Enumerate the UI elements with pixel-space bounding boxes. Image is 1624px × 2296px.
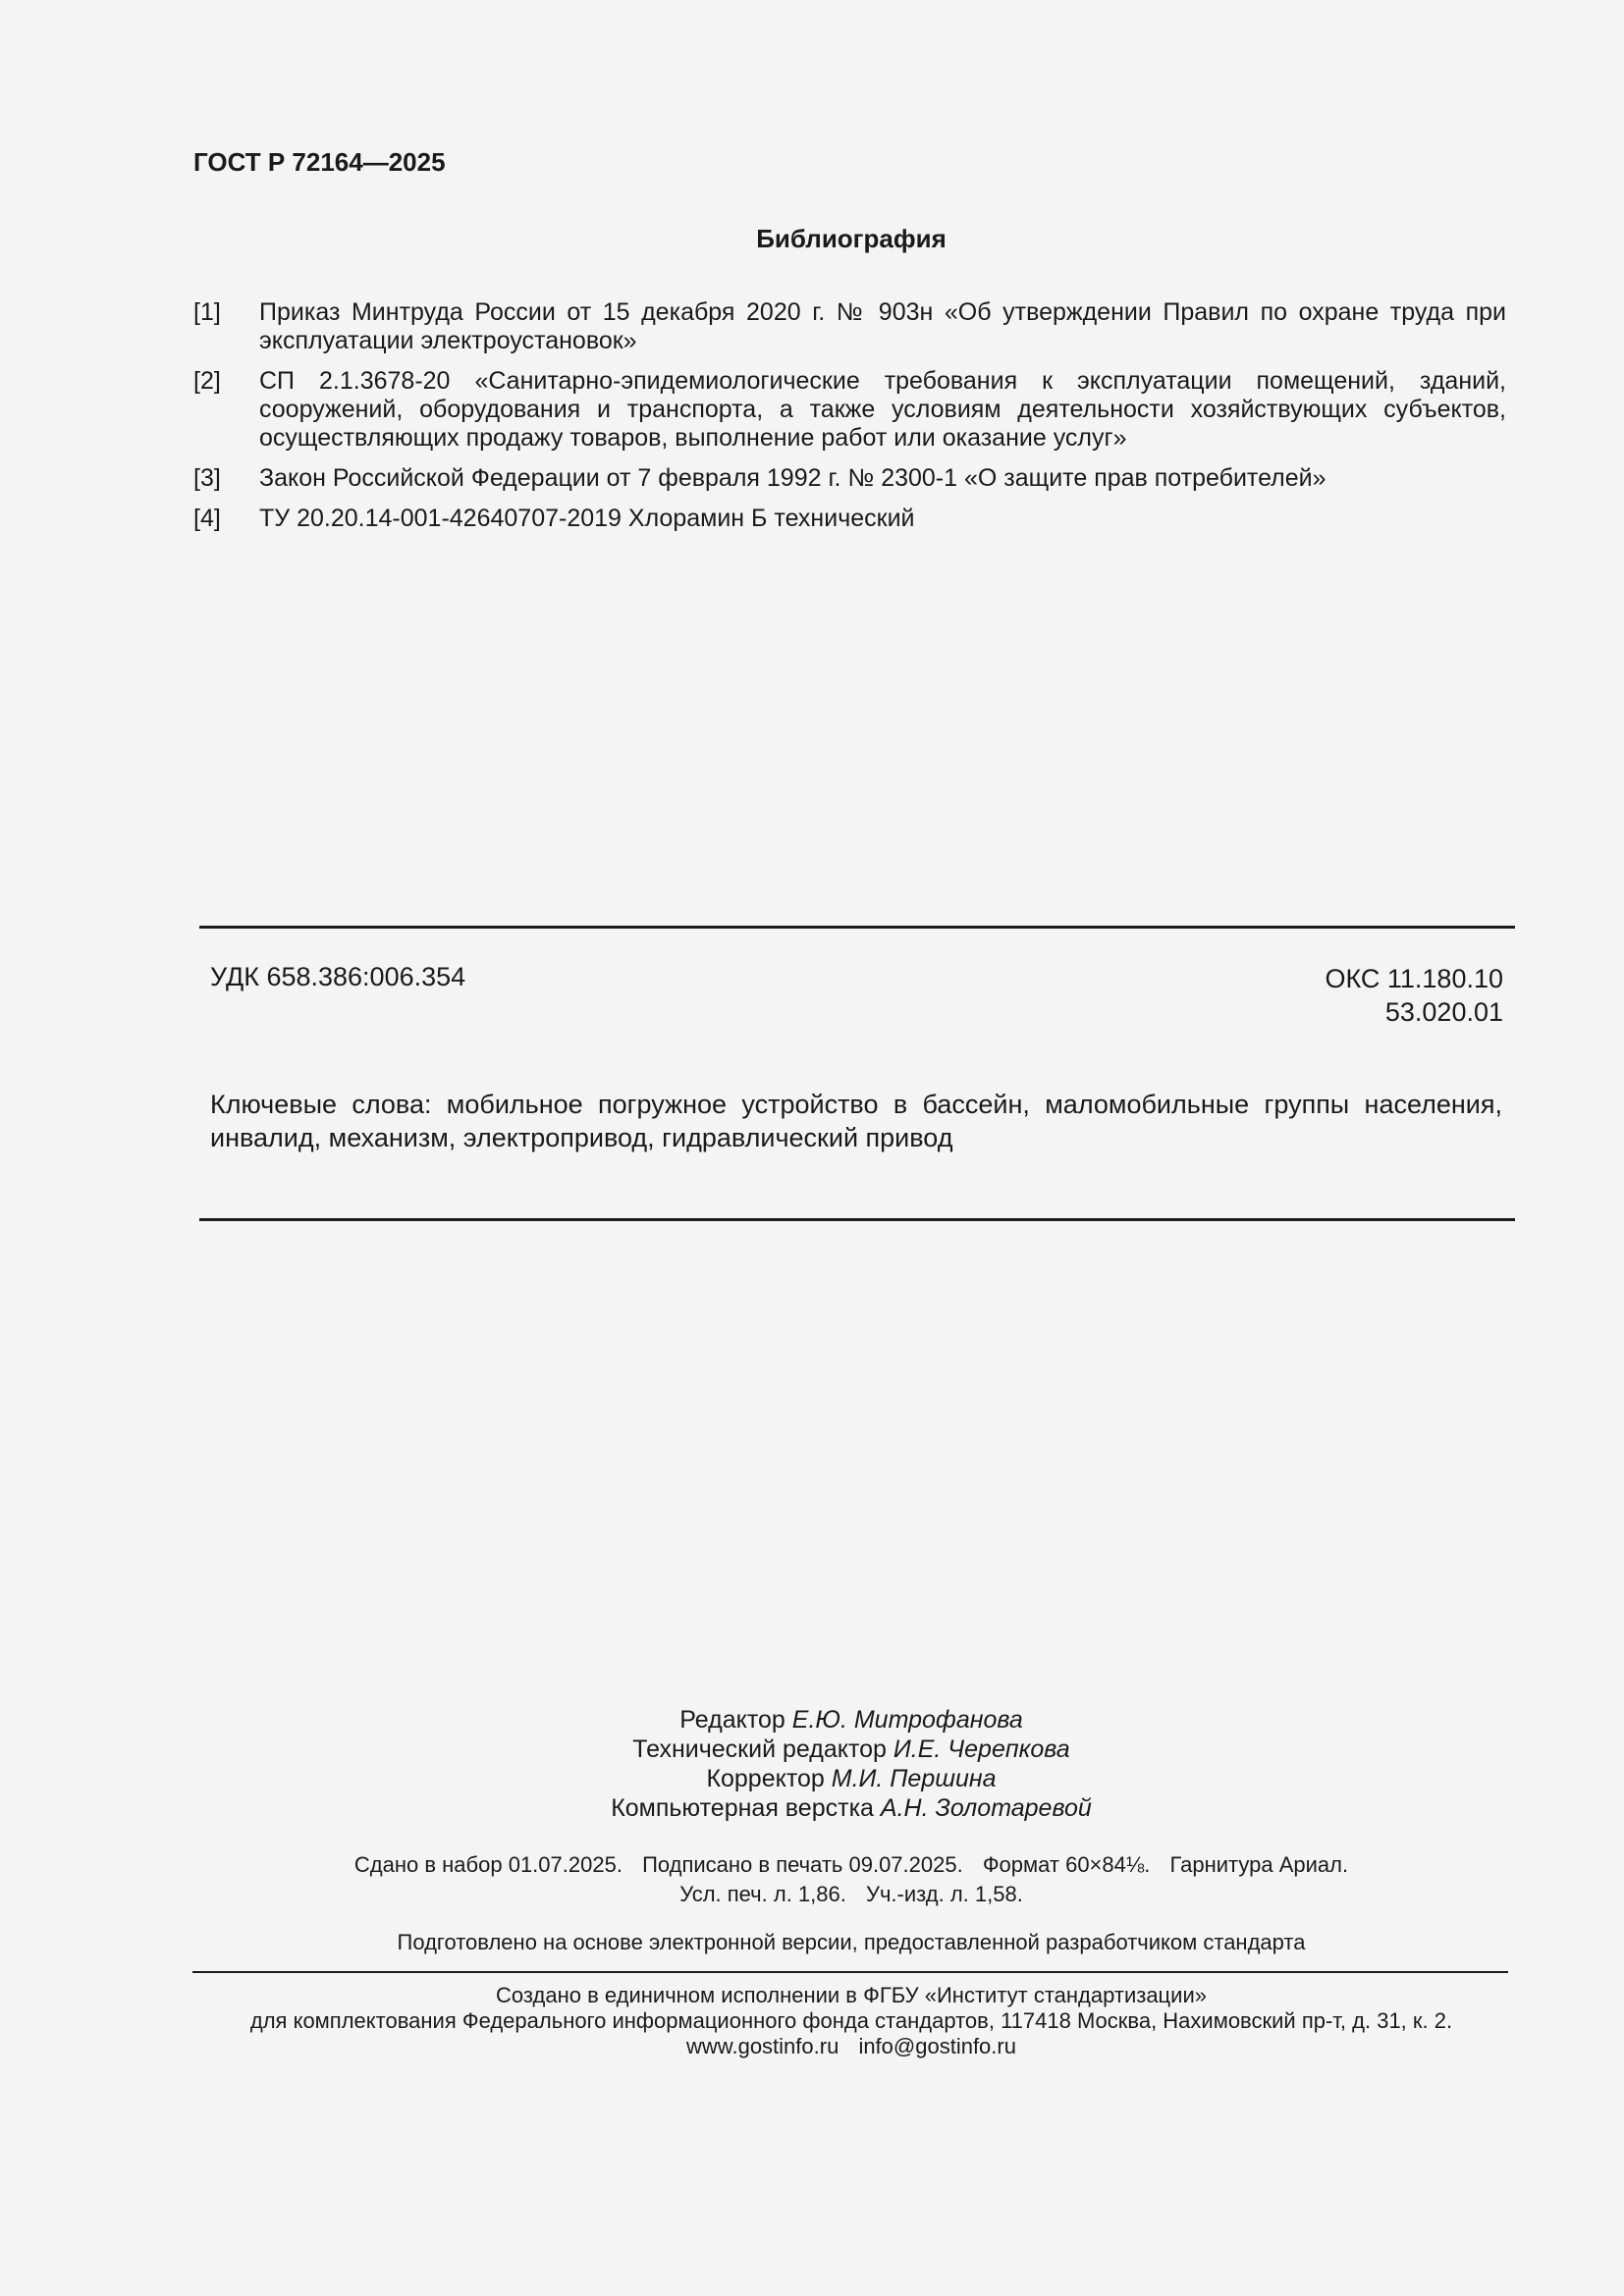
oks-codes xyxy=(1325,962,1503,1029)
bibliography-item-text: ТУ 20.20.14-001-42640707-2019 Хлорамин Б технический xyxy=(259,505,915,532)
bibliography-item-number: [4] xyxy=(193,505,221,532)
printing-line-1: Создано в единичном исполнении в ФГБУ «Институт стандартизации» xyxy=(496,1983,1207,2007)
credit-person: А.Н. Золотаревой xyxy=(880,1794,1092,1822)
credit-layout xyxy=(0,1793,1624,1823)
printing-line-2: для комплектования Федерального информационного фонда стандартов, 117418 Москва, Нахимовский пр-т, д. 31, к. 2. xyxy=(249,2008,1453,2033)
bibliography-item-text: Закон Российской Федерации от 7 февраля 1992 г. № 2300-1 «О защите прав потребителей» xyxy=(259,464,1326,492)
bibliography-list xyxy=(193,298,1506,545)
credit-tech-editor xyxy=(0,1735,1624,1764)
credit-person: М.И. Першина xyxy=(831,1765,997,1792)
credit-role: Технический редактор xyxy=(632,1735,887,1763)
credit-role: Корректор xyxy=(706,1765,825,1792)
footer-divider xyxy=(192,1971,1508,1973)
credit-person: Е.Ю. Митрофанова xyxy=(791,1706,1023,1734)
bibliography-item-text: СП 2.1.3678-20 «Санитарно-эпидемиологические требования к эксплуатации помещений, зданий, сооружений, оборудования и транспорта, а также условиям деятельности хозяйствующих субъектов, осуществляющих продажу товаров, выполнение работ или оказание услуг» xyxy=(259,367,1506,452)
website-link[interactable]: www.gostinfo.ru xyxy=(686,2034,839,2058)
imprint-signed: Подписано в печать 09.07.2025. xyxy=(642,1852,963,1877)
email-link[interactable]: info@gostinfo.ru xyxy=(858,2034,1016,2058)
bibliography-item-number: [3] xyxy=(193,464,221,492)
imprint-line-1 xyxy=(0,1850,1624,1880)
bottom-divider xyxy=(199,1218,1515,1221)
bibliography-item xyxy=(193,298,1506,355)
prepared-note: Подготовлено на основе электронной версии, предоставленной разработчиком стандарта xyxy=(397,1930,1306,1954)
imprint-line-2 xyxy=(0,1880,1624,1909)
standard-code: ГОСТ Р 72164—2025 xyxy=(193,147,446,177)
bibliography-item xyxy=(193,505,1506,533)
bibliography-title: Библиография xyxy=(756,224,947,253)
top-divider xyxy=(199,926,1515,929)
bibliography-item-text: Приказ Минтруда России от 15 декабря 2020 г. № 903н «Об утверждении Правил по охране труда при эксплуатации электроустановок» xyxy=(259,298,1506,354)
imprint-format: Формат 60×84⅛. xyxy=(982,1852,1151,1877)
bibliography-item-number: [2] xyxy=(193,367,221,395)
oks-code-primary: ОКС 11.180.10 xyxy=(1325,964,1503,993)
imprint-typeface: Гарнитура Ариал. xyxy=(1169,1852,1349,1877)
bibliography-item xyxy=(193,367,1506,453)
imprint-publ-sheets: Уч.-изд. л. 1,58. xyxy=(865,1882,1023,1906)
imprint-submitted: Сдано в набор 01.07.2025. xyxy=(353,1852,623,1877)
udk-code: УДК 658.386:006.354 xyxy=(210,962,466,991)
credit-role: Редактор xyxy=(679,1706,785,1734)
credit-person: И.Е. Черепкова xyxy=(893,1735,1070,1763)
credit-corrector xyxy=(0,1764,1624,1793)
keywords: Ключевые слова: мобильное погружное устройство в бассейн, маломобильные группы населения, инвалид, механизм, электропривод, гидравлический привод xyxy=(210,1090,1502,1152)
imprint-block xyxy=(0,1850,1624,1909)
bibliography-item-number: [1] xyxy=(193,298,221,326)
printing-info xyxy=(0,1983,1624,2059)
oks-code-secondary: 53.020.01 xyxy=(1384,997,1503,1027)
printing-contacts xyxy=(0,2034,1624,2059)
credit-editor xyxy=(0,1705,1624,1735)
imprint-print-sheets: Усл. печ. л. 1,86. xyxy=(679,1882,846,1906)
credit-role: Компьютерная верстка xyxy=(611,1794,874,1822)
credits-block xyxy=(0,1705,1624,1823)
bibliography-item xyxy=(193,464,1506,493)
